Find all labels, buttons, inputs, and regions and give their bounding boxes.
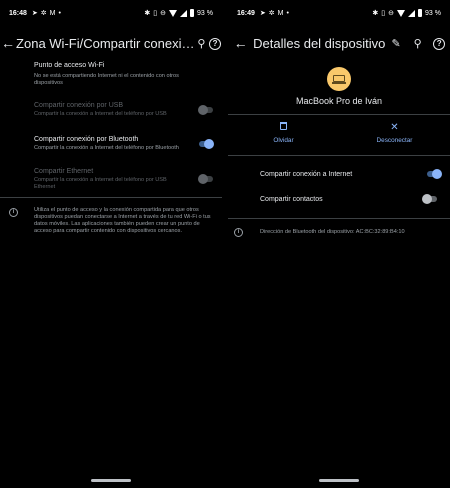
hotspot-item[interactable] <box>0 62 222 90</box>
disconnect-label: Desconectar <box>376 137 413 144</box>
back-arrow-icon[interactable]: ← <box>1 35 16 51</box>
internet-sharing-switch[interactable] <box>426 169 442 179</box>
settings-icon: ✲ <box>40 10 47 17</box>
status-bar <box>228 0 450 26</box>
bluetooth-tethering-subtitle: Compartir la conexión a Internet del teléfono por Bluetooth <box>34 145 179 151</box>
wifi-icon <box>397 10 405 17</box>
usb-tethering-subtitle: Compartir la conexión a Internet del teléfono por USB <box>34 111 167 117</box>
divider <box>0 197 222 198</box>
dot-icon: • <box>286 9 289 17</box>
dot-icon: • <box>58 9 61 17</box>
forget-button[interactable] <box>228 122 339 144</box>
battery-percent: 93 % <box>425 9 441 17</box>
bluetooth-address: Dirección de Bluetooth del dispositivo: AC:BC:32:89:B4:10 <box>260 229 405 235</box>
bluetooth-tethering-title: Compartir conexión por Bluetooth <box>34 136 139 143</box>
forget-label: Olvidar <box>273 137 294 144</box>
edit-pencil-icon[interactable]: ✎ <box>391 37 401 50</box>
status-bar <box>0 0 222 26</box>
dnd-icon: ⊖ <box>160 10 167 17</box>
notification-icons <box>32 9 61 17</box>
signal-icon <box>408 10 415 17</box>
search-icon[interactable]: ⚲ <box>197 37 206 50</box>
system-icons <box>372 9 441 17</box>
search-icon[interactable]: ⚲ <box>413 37 422 50</box>
usb-tethering-switch <box>198 105 214 115</box>
gesture-bar[interactable] <box>91 479 131 482</box>
telegram-icon: ➤ <box>259 10 266 17</box>
gesture-bar[interactable] <box>319 479 359 482</box>
divider <box>228 114 450 115</box>
ethernet-tethering-subtitle: Compartir la conexión a Internet del teléfono por USB Ethernet <box>34 177 167 190</box>
signal-icon <box>180 10 187 17</box>
battery-icon <box>190 9 194 17</box>
tethering-screen <box>0 0 222 488</box>
info-icon: i <box>234 228 243 237</box>
divider <box>228 155 450 156</box>
back-arrow-icon[interactable]: ← <box>233 35 248 51</box>
close-icon: ✕ <box>390 122 399 133</box>
ethernet-tethering-title: Compartir Ethernet <box>34 168 94 175</box>
page-title: Detalles del dispositivo <box>253 35 386 51</box>
gmail-icon: M <box>277 9 284 17</box>
ethernet-tethering-switch <box>198 174 214 184</box>
page-title: Zona Wi-Fi/Compartir conexi… <box>16 35 195 51</box>
vibrate-icon: ▯ <box>153 10 158 17</box>
hotspot-subtitle: No se está compartiendo Internet ni el contenido con otros dispositivos <box>34 73 179 86</box>
internet-sharing-item[interactable] <box>228 168 450 182</box>
app-bar <box>0 30 222 56</box>
usb-tethering-item <box>0 102 222 124</box>
trash-icon <box>228 122 339 135</box>
usb-tethering-title: Compartir conexión por USB <box>34 102 124 109</box>
gmail-icon: M <box>49 9 56 17</box>
battery-icon <box>418 9 422 17</box>
status-time: 16:49 <box>237 9 255 17</box>
info-text: Utiliza el punto de acceso y la conexión compartida para que otros dispositivos puedan conectarse a Internet a través de tu red Wi-Fi o tus datos móviles. Las aplicaciones también pueden crear un punto de acceso para compartir contenido con dispositivos cercanos. <box>34 207 211 234</box>
internet-sharing-label: Compartir conexión a Internet <box>260 171 353 178</box>
info-icon: i <box>9 208 18 217</box>
laptop-avatar-icon <box>327 67 351 91</box>
disconnect-button[interactable] <box>339 122 450 144</box>
contacts-sharing-switch[interactable] <box>422 194 438 204</box>
help-icon[interactable]: ? <box>208 37 222 50</box>
ethernet-tethering-item <box>0 168 222 190</box>
bluetooth-icon: ✱ <box>372 10 379 17</box>
contacts-sharing-label: Compartir contactos <box>260 196 323 203</box>
vibrate-icon: ▯ <box>381 10 386 17</box>
app-bar <box>228 30 450 56</box>
bluetooth-tethering-switch[interactable] <box>198 139 214 149</box>
contacts-sharing-item[interactable] <box>228 193 450 207</box>
bluetooth-tethering-item[interactable] <box>0 136 222 158</box>
hotspot-title: Punto de acceso Wi-Fi <box>34 62 105 69</box>
status-time: 16:48 <box>9 9 27 17</box>
notification-icons <box>260 9 289 17</box>
system-icons <box>144 9 213 17</box>
device-details-screen <box>228 0 450 488</box>
dnd-icon: ⊖ <box>388 10 395 17</box>
settings-icon: ✲ <box>268 10 275 17</box>
telegram-icon: ➤ <box>31 10 38 17</box>
battery-percent: 93 % <box>197 9 213 17</box>
wifi-icon <box>169 10 177 17</box>
bluetooth-icon: ✱ <box>144 10 151 17</box>
divider <box>228 218 450 219</box>
help-icon[interactable]: ? <box>428 37 450 50</box>
device-name: MacBook Pro de Iván <box>295 96 383 106</box>
